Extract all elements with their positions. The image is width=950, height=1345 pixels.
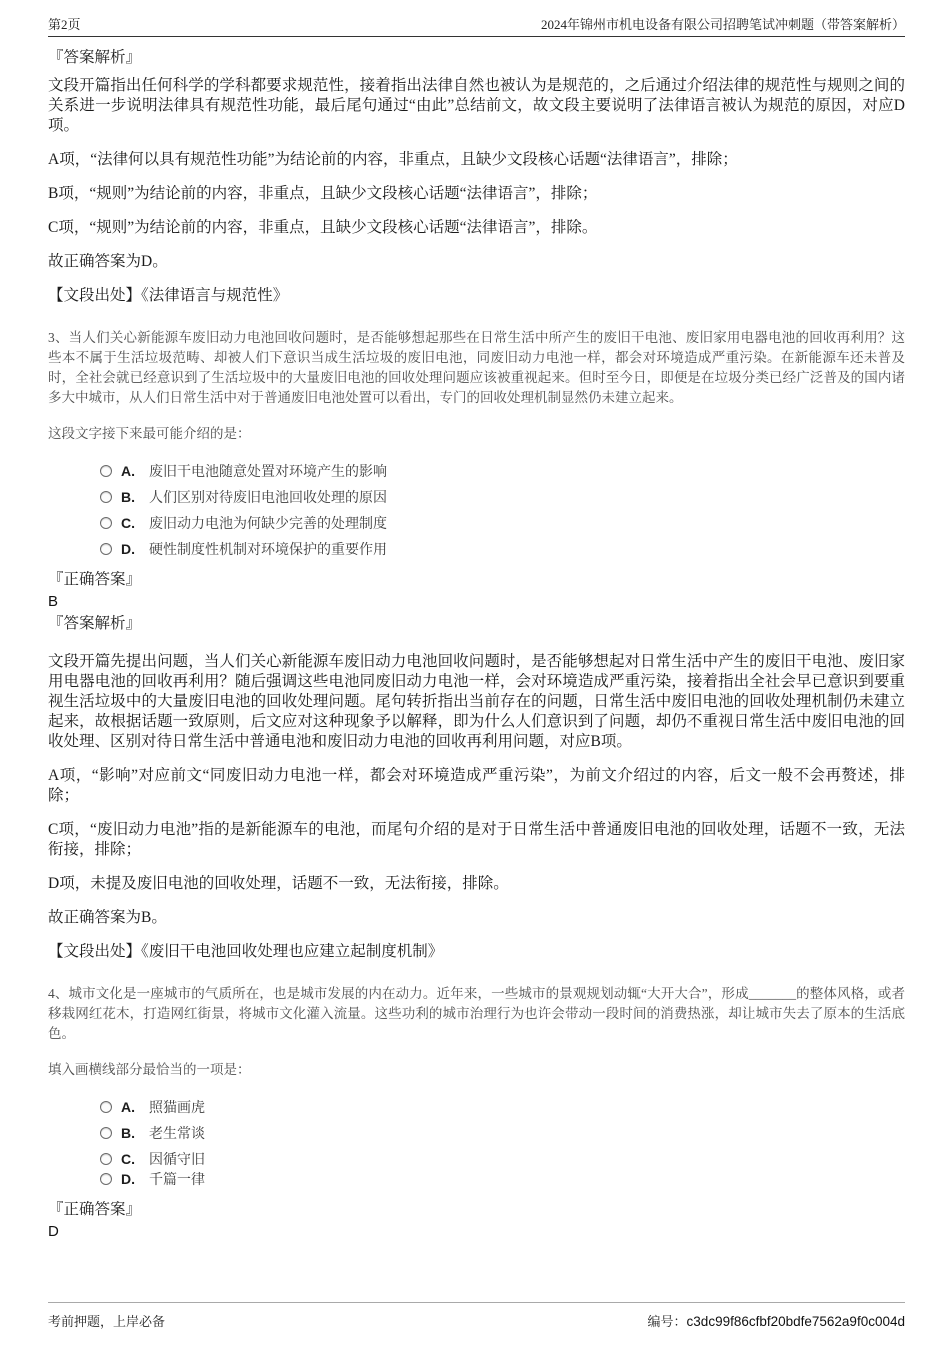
option-letter: A.: [121, 463, 135, 479]
document-title: 2024年锦州市机电设备有限公司招聘笔试冲刺题（带答案解析）: [540, 17, 905, 32]
option-letter: B.: [121, 489, 135, 505]
q3-option-b[interactable]: [100, 488, 905, 506]
option-letter: B.: [121, 1125, 135, 1141]
q3-passage-source: 【文段出处】《废旧干电池回收处理也应建立起制度机制》: [48, 943, 444, 960]
analysis-paragraph: 文段开篇指出任何科学的学科都要求规范性，接着指出法律自然也被认为是规范的，之后通过介绍法律的规范性与规则之间的关系进一步说明法律具有规范性功能，最后尾句通过“由此”总结前文，故文段主要说明了法律语言被认为规范的原因，对应D项。: [48, 77, 905, 134]
analysis-option-b-note: B项，“规则”为结论前的内容，非重点，且缺少文段核心话题“法律语言”，排除；: [48, 185, 598, 202]
option-text: 照猫画虎: [149, 1101, 205, 1116]
q3-option-c[interactable]: [100, 514, 905, 532]
analysis-conclusion: 故正确答案为D。: [48, 253, 168, 270]
option-letter: C.: [121, 515, 135, 531]
option-letter: D.: [121, 541, 135, 557]
option-letter: D.: [121, 1171, 135, 1187]
footer-slogan: 考前押题，上岸必备: [48, 1314, 166, 1329]
q3-correct-answer-value: B: [48, 593, 59, 610]
question-4-prompt: 填入画横线部分最恰当的一项是：: [48, 1062, 251, 1077]
option-text: 因循守旧: [149, 1153, 205, 1168]
q3-option-b-radio[interactable]: [100, 491, 112, 503]
option-letter: C.: [121, 1151, 135, 1167]
q4-option-c-radio[interactable]: [100, 1153, 112, 1165]
q3-correct-answer-label: 『正确答案』: [48, 571, 142, 588]
footer-code-label: 编号：: [647, 1314, 687, 1329]
question-3-stem: 3、当人们关心新能源车废旧动力电池回收问题时，是否能够想起那些在日常生活中所产生的废旧干电池、废旧家用电器电池的回收再利用？这些本不属于生活垃圾范畴、却被人们下意识当成生活垃圾的废旧电池，同废旧动力电池一样，都会对环境造成严重污染。在新能源车还未普及时，全社会就已经意识到了生活垃圾中的大量废旧电池的回收处理问题应该被重视起来。但时至今日，即便是在垃圾分类已经广泛普及的国内诸多大中城市，从人们日常生活中对于普通废旧电池处置可以看出，专门的回收处理机制显然仍未建立起来。: [48, 330, 905, 405]
q4-option-d-radio[interactable]: [100, 1173, 112, 1185]
answer-analysis-label: 『答案解析』: [48, 49, 142, 66]
q3-answer-analysis-label: 『答案解析』: [48, 615, 142, 632]
option-text: 老生常谈: [149, 1127, 205, 1142]
footer-code-group: [648, 1311, 905, 1330]
option-text: 废旧干电池随意处置对环境产生的影响: [149, 465, 387, 480]
q3-option-c-radio[interactable]: [100, 517, 112, 529]
option-letter: A.: [121, 1099, 135, 1115]
passage-source: 【文段出处】《法律语言与规范性》: [48, 287, 289, 304]
analysis-option-a-note: A项，“法律何以具有规范性功能”为结论前的内容，非重点，且缺少文段核心话题“法律语言”，排除；: [48, 151, 738, 168]
question-4-stem: 4、城市文化是一座城市的气质所在，也是城市发展的内在动力。近年来，一些城市的景观规划动辄“大开大合”，形成_______的整体风格，或者移栽网红花木，打造网红街景，将城市文化灌入流量。这些功利的城市治理行为也许会带动一段时间的消费热涨，却让城市失去了原本的生活底色。: [48, 986, 905, 1041]
page-content: [48, 48, 905, 1244]
q4-correct-answer-label: 『正确答案』: [48, 1201, 142, 1218]
q3-analysis-option-d-note: D项，未提及废旧电池的回收处理，话题不一致，无法衔接，排除。: [48, 875, 509, 892]
q3-analysis-option-c-note: C项，“废旧动力电池”指的是新能源车的电池，而尾句介绍的是对于日常生活中普通废旧电池的回收处理，话题不一致，无法衔接，排除；: [48, 821, 905, 858]
question-3-options: [100, 462, 905, 558]
footer-code-value: c3dc99f86cfbf20bdfe7562a9f0c004d: [686, 1314, 905, 1329]
q3-option-d[interactable]: [100, 540, 905, 558]
q4-correct-answer-value: D: [48, 1223, 59, 1240]
option-text: 废旧动力电池为何缺少完善的处理制度: [149, 517, 387, 532]
q4-option-a[interactable]: [100, 1098, 905, 1116]
q4-option-c[interactable]: [100, 1150, 905, 1168]
page-header: [48, 14, 905, 37]
q4-option-d[interactable]: [100, 1170, 905, 1188]
q4-option-a-radio[interactable]: [100, 1101, 112, 1113]
q4-option-b[interactable]: [100, 1124, 905, 1142]
question-3-prompt: 这段文字接下来最可能介绍的是：: [48, 426, 251, 441]
q3-analysis-conclusion: 故正确答案为B。: [48, 909, 167, 926]
option-text: 硬性制度性机制对环境保护的重要作用: [149, 543, 387, 558]
page-number: 第2页: [48, 17, 81, 32]
q3-option-a[interactable]: [100, 462, 905, 480]
page-footer: [48, 1302, 905, 1330]
analysis-option-c-note: C项，“规则”为结论前的内容，非重点，且缺少文段核心话题“法律语言”，排除。: [48, 219, 598, 236]
q4-option-b-radio[interactable]: [100, 1127, 112, 1139]
question-4-options: [100, 1098, 905, 1188]
q3-option-d-radio[interactable]: [100, 543, 112, 555]
option-text: 人们区别对待废旧电池回收处理的原因: [149, 491, 387, 506]
option-text: 千篇一律: [149, 1173, 205, 1188]
q3-option-a-radio[interactable]: [100, 465, 112, 477]
q3-analysis-paragraph: 文段开篇先提出问题，当人们关心新能源车废旧动力电池回收问题时，是否能够想起对日常生活中产生的废旧干电池、废旧家用电器电池的回收再利用？随后强调这些电池同废旧动力电池一样，会对环境造成严重污染，接着指出全社会早已意识到要重视生活垃圾中的大量废旧电池的回收处理问题。尾句转折指出当前存在的问题，日常生活中废旧电池的回收处理机制仍未建立起来，故根据话题一致原则，后文应对这种现象予以解释，即为什么人们意识到了问题，却仍不重视日常生活中废旧电池的回收处理、区别对待日常生活中普通电池和废旧动力电池的回收再利用问题，对应B项。: [48, 653, 905, 750]
q3-analysis-option-a-note: A项，“影响”对应前文“同废旧动力电池一样，都会对环境造成严重污染”，为前文介绍过的内容，后文一般不会再赘述，排除；: [48, 767, 905, 804]
